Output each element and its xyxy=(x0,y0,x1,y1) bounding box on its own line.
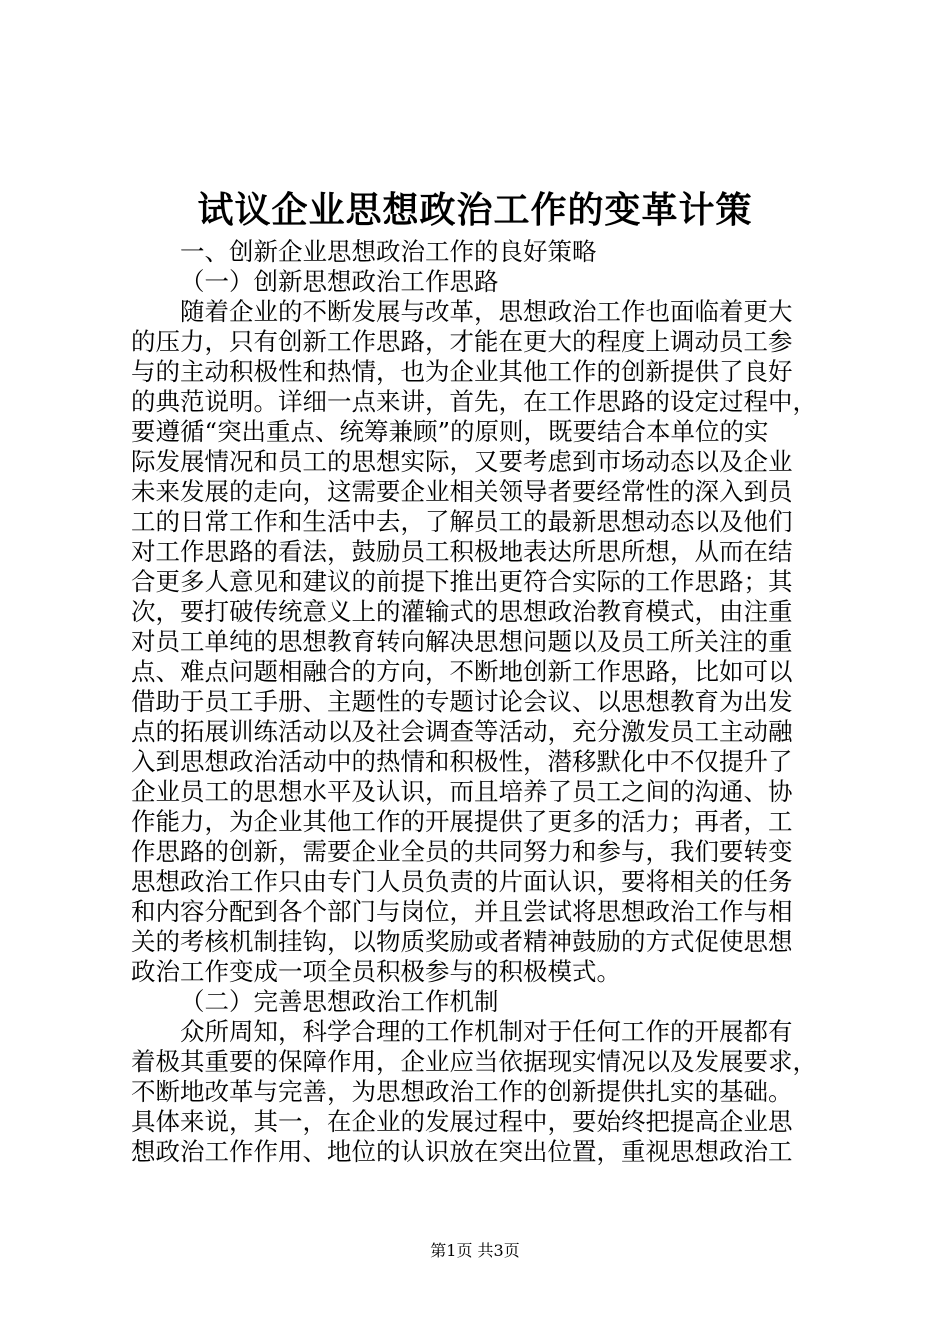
paragraph-line: 思想政治工作只由专门人员负责的片面认识，要将相关的任务 xyxy=(131,867,793,896)
paragraph-line: 际发展情况和员工的思想实际，又要考虑到市场动态以及企业 xyxy=(131,447,793,476)
paragraph-line: 具体来说，其一，在企业的发展过程中，要始终把提高企业思 xyxy=(131,1107,793,1136)
paragraph-line: 工的日常工作和生活中去，了解员工的最新思想动态以及他们 xyxy=(131,507,793,536)
paragraph-line: 和内容分配到各个部门与岗位，并且尝试将思想政治工作与相 xyxy=(131,897,793,926)
paragraph-line: 企业员工的思想水平及认识，而且培养了员工之间的沟通、协 xyxy=(131,777,793,806)
section-heading-1: 一、创新企业思想政治工作的良好策略 xyxy=(180,237,597,266)
paragraph-line: 对工作思路的看法，鼓励员工积极地表达所思所想，从而在结 xyxy=(131,537,793,566)
document-title: 试议企业思想政治工作的变革计策 xyxy=(197,189,753,231)
paragraph-line: 政治工作变成一项全员积极参与的积极模式。 xyxy=(131,957,621,986)
paragraph-line: 众所周知，科学合理的工作机制对于任何工作的开展都有 xyxy=(180,1017,793,1046)
paragraph-line: 着极其重要的保障作用，企业应当依据现实情况以及发展要求， xyxy=(131,1047,817,1076)
subsection-heading-1: （一）创新思想政治工作思路 xyxy=(180,267,499,296)
paragraph-line: 想政治工作作用、地位的认识放在突出位置，重视思想政治工 xyxy=(131,1137,793,1166)
paragraph-line: 未来发展的走向，这需要企业相关领导者要经常性的深入到员 xyxy=(131,477,793,506)
paragraph-line: 随着企业的不断发展与改革，思想政治工作也面临着更大 xyxy=(180,297,793,326)
paragraph-line: 对员工单纯的思想教育转向解决思想问题以及员工所关注的重 xyxy=(131,627,793,656)
paragraph-line: 入到思想政治活动中的热情和积极性，潜移默化中不仅提升了 xyxy=(131,747,793,776)
paragraph-line: 关的考核机制挂钩，以物质奖励或者精神鼓励的方式促使思想 xyxy=(131,927,793,956)
paragraph-line: 合更多人意见和建议的前提下推出更符合实际的工作思路；其 xyxy=(131,567,793,596)
page-footer: 第1页 共3页 xyxy=(430,1241,520,1260)
paragraph-line: 点的拓展训练活动以及社会调查等活动，充分激发员工主动融 xyxy=(131,717,793,746)
paragraph-line: 次，要打破传统意义上的灌输式的思想政治教育模式，由注重 xyxy=(131,597,793,626)
paragraph-line: 借助于员工手册、主题性的专题讨论会议、以思想教育为出发 xyxy=(131,687,793,716)
paragraph-line: 要遵循“突出重点、统筹兼顾”的原则，既要结合本单位的实 xyxy=(131,417,769,446)
paragraph-line: 的典范说明。详细一点来讲，首先，在工作思路的设定过程中， xyxy=(131,387,817,416)
paragraph-line: 作能力，为企业其他工作的开展提供了更多的活力；再者，工 xyxy=(131,807,793,836)
subsection-heading-2: （二）完善思想政治工作机制 xyxy=(180,987,499,1016)
paragraph-line: 的压力，只有创新工作思路，才能在更大的程度上调动员工参 xyxy=(131,327,793,356)
paragraph-line: 与的主动积极性和热情，也为企业其他工作的创新提供了良好 xyxy=(131,357,793,386)
paragraph-line: 点、难点问题相融合的方向，不断地创新工作思路，比如可以 xyxy=(131,657,793,686)
paragraph-line: 作思路的创新，需要企业全员的共同努力和参与，我们要转变 xyxy=(131,837,793,866)
paragraph-line: 不断地改革与完善，为思想政治工作的创新提供扎实的基础。 xyxy=(131,1077,793,1106)
